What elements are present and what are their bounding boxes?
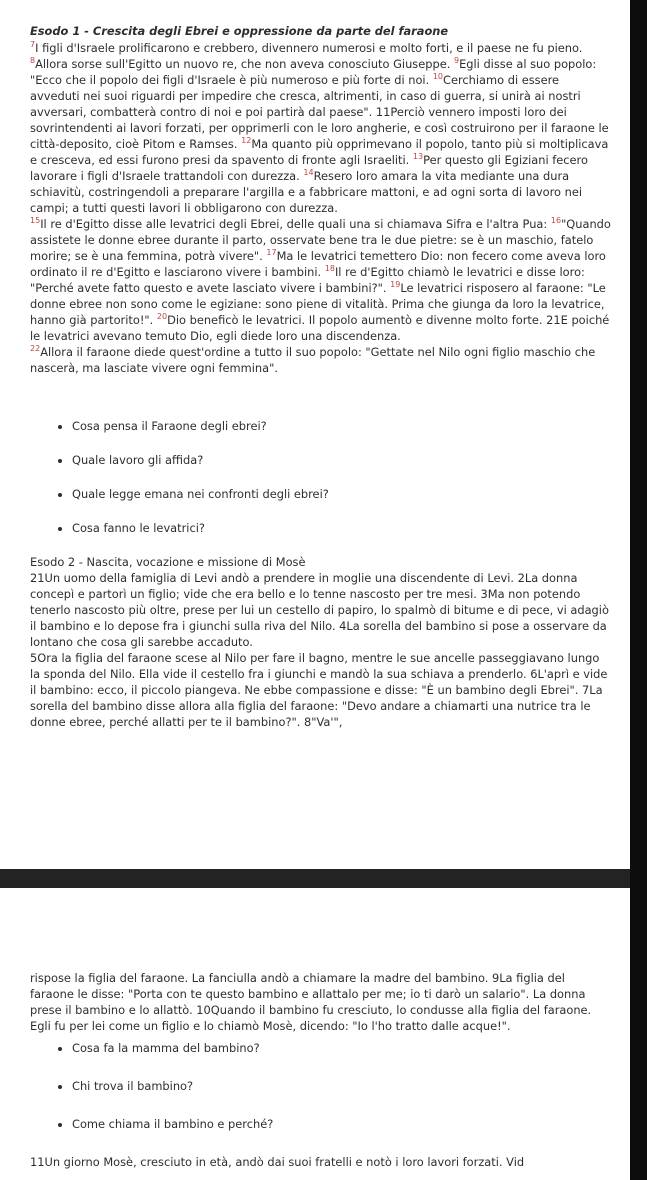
verse-number: 8 — [30, 56, 36, 66]
text-run: 11Un giorno Mosè, cresciuto in età, andò dai suoi fratelli e notò i loro lavori forzati. Vid — [30, 1155, 525, 1169]
text-run: Cerchiamo di essere avveduti nei suoi riguardi per impedire che cresca, altrimenti, in caso di guerra, si unirà ai nostri avversari, combatterà contro di noi e poi partirà dal paese". 11Perciò vennero imposti loro dei sovrintendenti ai lavori forzati, per opprimerli con le loro angherie, e così costruirono per il faraone le città-deposito, cioè Pitom e Ramses. — [30, 73, 609, 151]
verse-number: 12 — [241, 136, 252, 146]
verse-number: 22 — [30, 344, 41, 354]
question-item: • Come chiama il bambino e perché? — [72, 1116, 612, 1132]
text-run: Resero loro amara la vita mediante una dura schiavitù, costringendoli a preparare l'argilla e a fabbricare mattoni, e ad ogni sorta di lavoro nei campi; a tutti questi lavori li obbligarono con durezza. — [30, 169, 583, 215]
paragraph-verses-15-21 — [30, 216, 612, 344]
question-item: • Cosa pensa il Faraone degli ebrei? — [72, 418, 612, 434]
esodo-1-question-list — [30, 418, 612, 536]
page-separator — [0, 869, 630, 888]
text-run: Ma le levatrici temettero Dio: non fecero come aveva loro ordinato il re d'Egitto e lasciarono vivere i bambini. — [30, 249, 606, 279]
page-2-content — [0, 888, 630, 1170]
text-run: Per questo gli Egiziani fecero lavorare i figli d'Israele trattandoli con durezza. — [30, 153, 588, 183]
paragraph-esodo2-verse-11-cut — [30, 1154, 612, 1170]
text-run: Esodo 1 - Crescita degli Ebrei e oppressione da parte del faraone — [30, 24, 449, 38]
text-run: "Quando assistete le donne ebree durante il parto, osservate bene tra le due pietre: se è un maschio, fatelo morire; se è una femmina, potrà vivere". — [30, 217, 611, 263]
verse-number: 7 — [30, 40, 36, 50]
question-item: • Quale lavoro gli affida? — [72, 452, 612, 468]
text-run: I figli d'Israele prolificarono e crebbero, divennero numerosi e molto forti, e il paese ne fu pieno. — [35, 41, 583, 55]
verse-number: 17 — [266, 248, 277, 258]
paragraph-verses-8-14 — [30, 56, 612, 216]
paragraph-verse-7 — [30, 40, 612, 56]
question-item: • Quale legge emana nei confronti degli ebrei? — [72, 486, 612, 502]
text-run: Il re d'Egitto chiamò le levatrici e disse loro: "Perché avete fatto questo e avete lasciato vivere i bambini?". — [30, 265, 585, 295]
viewer-background-strip — [630, 0, 647, 1180]
verse-number: 9 — [453, 56, 460, 66]
text-run: Egli disse al suo popolo: "Ecco che il popolo dei figli d'Israele è più numeroso e più forte di noi. — [30, 57, 597, 87]
paragraph-esodo2-verses-9-10 — [30, 970, 612, 1034]
text-run: Dio beneficò le levatrici. Il popolo aumentò e divenne molto forte. 21E poiché le levatrici avevano temuto Dio, egli diede loro una discendenza. — [30, 313, 610, 343]
question-item: • Cosa fa la mamma del bambino? — [72, 1040, 612, 1056]
text-run: Esodo 2 - Nascita, vocazione e missione di Mosè — [30, 555, 306, 569]
verse-number: 19 — [390, 280, 401, 290]
verse-number: 20 — [156, 312, 168, 322]
verse-number: 16 — [550, 216, 562, 226]
paragraph-verse-22 — [30, 344, 612, 376]
verse-number: 14 — [303, 168, 314, 178]
verse-number: 18 — [324, 264, 335, 274]
esodo-1-title — [30, 23, 612, 40]
text-run: Allora sorse sull'Egitto un nuovo re, che non aveva conosciuto Giuseppe. — [35, 57, 454, 71]
verse-number: 13 — [412, 152, 424, 162]
text-run: Il re d'Egitto disse alle levatrici degli Ebrei, delle quali una si chiamava Sifra e l'altra Pua: — [40, 217, 551, 231]
page-2 — [0, 888, 630, 1180]
text-run: Ma quanto più opprimevano il popolo, tanto più si moltiplicava e cresceva, ed essi furono presi da spavento di fronte agli Israeliti. — [30, 137, 609, 167]
esodo-2-title — [30, 554, 612, 570]
question-item: • Cosa fanno le levatrici? — [72, 520, 612, 536]
paragraph-esodo2-verses-1-4 — [30, 570, 612, 650]
verse-number: 10 — [432, 72, 444, 82]
question-item: • Chi trova il bambino? — [72, 1078, 612, 1094]
text-run: Allora il faraone diede quest'ordine a tutto il suo popolo: "Gettate nel Nilo ogni figlio maschio che nascerà, ma lasciate vivere ogni femmina". — [30, 345, 596, 375]
paragraph-esodo2-verses-5-8 — [30, 650, 612, 730]
esodo-2-question-list — [30, 1040, 612, 1132]
text-run: 5Ora la figlia del faraone scese al Nilo per fare il bagno, mentre le sue ancelle passeggiavano lungo la sponda del Nilo. Ella vide il cestello fra i giunchi e mandò la sua schiava a prenderlo. 6L'aprì e vide il bambino: ecco, il piccolo piangeva. Ne ebbe compassione e disse: "È un bambino degli Ebrei". 7La sorella del bambino disse allora alla figlia del faraone: "Devo andare a chiamarti una nutrice tra le donne ebree, perché allatti per te il bambino?". 8"Va'", — [30, 651, 608, 729]
verse-number: 15 — [30, 216, 41, 226]
text-run: 21Un uomo della famiglia di Levi andò a prendere in moglie una discendente di Levi. 2La donna concepì e partorì un figlio; vide che era bello e lo tenne nascosto per tre mesi. 3Ma non potendo tenerlo nascosto più oltre, prese per lui un cestello di papiro, lo spalmò di bitume e di pece, vi adagiò il bambino e lo depose fra i giunchi sulla riva del Nilo. 4La sorella del bambino si pose a osservare da lontano che cosa gli sarebbe accaduto. — [30, 571, 609, 649]
text-run: rispose la figlia del faraone. La fanciulla andò a chiamare la madre del bambino. 9La figlia del faraone le disse: "Porta con te questo bambino e allattalo per me; io ti darò un salario". La donna prese il bambino e lo allattò. 10Quando il bambino fu cresciuto, lo condusse alla figlia del faraone. Egli fu per lei come un figlio e lo chiamò Mosè, dicendo: "Io l'ho tratto dalle acque!". — [30, 971, 592, 1033]
text-run: Le levatrici risposero al faraone: "Le donne ebree non sono come le egiziane: sono piene di vitalità. Prima che giunga da loro la levatrice, hanno già partorito!". — [30, 281, 606, 327]
